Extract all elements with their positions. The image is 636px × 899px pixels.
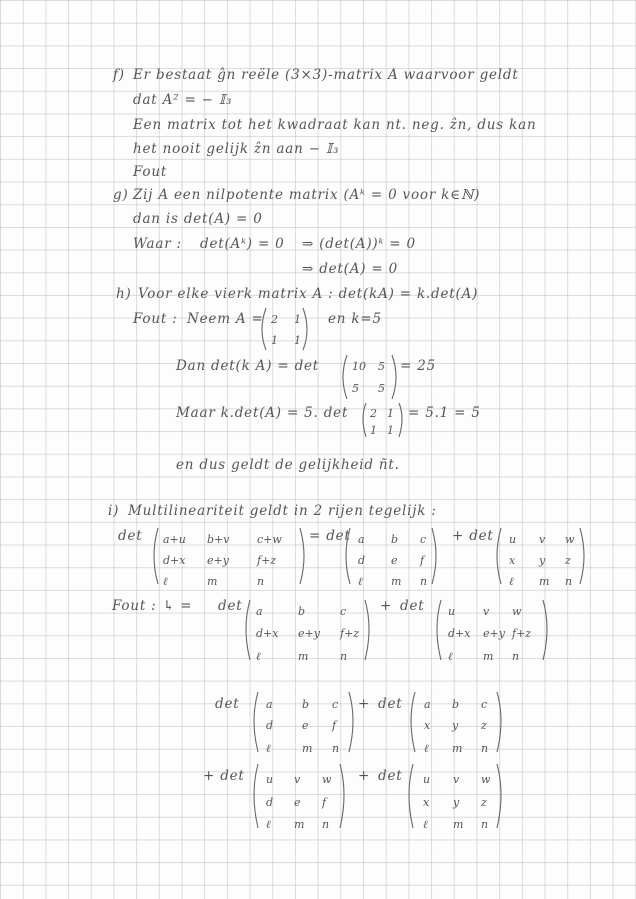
matrix-cell: m [391, 575, 402, 588]
det-label: det [400, 598, 425, 614]
item-h-label: h) [116, 286, 132, 302]
matrix-cell: a [266, 698, 273, 711]
matrix-cell: b+v [207, 533, 230, 546]
matrix-cell: n [340, 650, 348, 663]
item-f-verdict: Fout [133, 164, 168, 180]
matrix-cell: a [358, 533, 365, 546]
matrix-cell: ℓ [424, 742, 429, 755]
matrix-cell: c [420, 533, 427, 546]
matrix-cell: f+z [257, 554, 277, 567]
matrix-cell: ℓ [423, 818, 428, 831]
mat-ka-cell: 5 [352, 382, 359, 395]
item-h-line1: Voor elke vierk matrix A : det(kA) = k.det(A) [138, 286, 479, 302]
matrix-cell: b [391, 533, 399, 546]
item-g-expr2: ⇒ (det(A))ᵏ = 0 [302, 236, 416, 252]
item-g-label: g) [113, 187, 129, 203]
matrix-cell: b [298, 605, 306, 618]
mat-a2-cell: 1 [387, 407, 394, 420]
matrix-cell: w [512, 605, 522, 618]
matrix-cell: n [512, 650, 520, 663]
mat-ka-cell: 5 [378, 382, 385, 395]
matrix-cell: n [420, 575, 428, 588]
plus-label: + [358, 768, 371, 784]
matrix-cell: ℓ [163, 575, 168, 588]
matrix-cell: d [266, 719, 274, 732]
matrix-cell: u [509, 533, 517, 546]
matrix-cell: v [483, 605, 490, 618]
matrix-cell: m [207, 575, 218, 588]
matrix-cell: x [424, 719, 431, 732]
matrix-cell: ℓ [266, 818, 271, 831]
matrix-cell: d [358, 554, 366, 567]
matrix-cell: v [539, 533, 546, 546]
item-g-line2: dan is det(A) = 0 [133, 211, 263, 227]
mat-a2-cell: 1 [370, 424, 377, 437]
matrix-cell: x [423, 796, 430, 809]
item-g-line1: Zij A een nilpotente matrix (Aᵏ = 0 voor k∈ℕ) [133, 187, 481, 203]
item-g-expr3: ⇒ det(A) = 0 [302, 261, 399, 277]
matrix-cell: e [391, 554, 398, 567]
item-h-en-k: en k=5 [328, 311, 382, 327]
matrix-cell: ℓ [509, 575, 514, 588]
matrix-cell: y [453, 796, 460, 809]
matrix-cell: u [266, 773, 274, 786]
matrix-cell: w [565, 533, 575, 546]
matrix-cell: v [453, 773, 460, 786]
arrow-label: ↳ = [163, 598, 193, 614]
matrix-cell: x [509, 554, 516, 567]
matrix-cell: z [565, 554, 571, 567]
det-label: det [378, 768, 403, 784]
matrix-cell: e+y [298, 627, 320, 640]
matrix-cell: c [340, 605, 347, 618]
det-label: det [378, 696, 403, 712]
matrix-cell: z [481, 719, 487, 732]
matrix-cell: ℓ [448, 650, 453, 663]
item-i-label: i) [108, 503, 120, 519]
plus-det-label: + det [203, 768, 245, 784]
matrix-cell: n [332, 742, 340, 755]
matrix-cell: c+w [257, 533, 282, 546]
matrix-cell: e [302, 719, 309, 732]
matrix-cell: f [322, 796, 327, 809]
matrix-cell: e+y [483, 627, 505, 640]
matrix-cell: e+y [207, 554, 229, 567]
plus-det-label: + det [452, 528, 494, 544]
item-g-waar: Waar : [133, 236, 182, 252]
matrix-cell: n [322, 818, 330, 831]
item-h-fout: Fout : [133, 311, 178, 327]
item-i-line1: Multilineariteit geldt in 2 rijen tegelijk : [128, 503, 437, 519]
matrix-cell: m [298, 650, 309, 663]
matrix-cell: m [452, 742, 463, 755]
mat-a-cell: 1 [294, 334, 301, 347]
matrix-cell: n [257, 575, 265, 588]
plus-label: + [380, 598, 393, 614]
matrix-cell: ℓ [256, 650, 261, 663]
matrix-cell: b [452, 698, 460, 711]
item-f-line4: het nooit gelijk ẑn aan − 𝕀₃ [133, 141, 340, 157]
matrix-cell: w [322, 773, 332, 786]
item-f-line1: Er bestaat ĝn reële (3×3)-matrix A waarvoor geldt [133, 67, 519, 83]
matrix-cell: f+z [512, 627, 532, 640]
eq-det-label: = det [309, 528, 351, 544]
matrix-cell: d+x [163, 554, 186, 567]
matrix-cell: e [294, 796, 301, 809]
matrix-cell: ℓ [266, 742, 271, 755]
item-f-line2: dat A² = − 𝕀₃ [133, 92, 233, 108]
mat-ka-cell: 10 [352, 360, 366, 373]
matrix-cell: m [483, 650, 494, 663]
mat-a2-cell: 2 [370, 407, 377, 420]
matrix-cell: w [481, 773, 491, 786]
matrix-cell: d+x [448, 627, 471, 640]
fout-label: Fout : [112, 598, 157, 614]
det-label: det [215, 696, 240, 712]
item-h-eq25: = 25 [400, 358, 436, 374]
matrix-cell: ℓ [358, 575, 363, 588]
matrix-cell: a+u [163, 533, 186, 546]
plus-label: + [358, 696, 371, 712]
matrix-cell: y [452, 719, 459, 732]
item-h-maar: Maar k.det(A) = 5. det [176, 405, 349, 421]
det-label: det [218, 598, 243, 614]
matrix-cell: c [481, 698, 488, 711]
matrix-cell: f [332, 719, 337, 732]
matrix-cell: m [539, 575, 550, 588]
mat-a-cell: 1 [294, 313, 301, 326]
matrix-cell: u [423, 773, 431, 786]
item-h-neem: Neem A = [187, 311, 264, 327]
mat-a-cell: 2 [271, 313, 278, 326]
matrix-cell: z [481, 796, 487, 809]
matrix-cell: d+x [256, 627, 279, 640]
matrix-cell: f+z [340, 627, 360, 640]
item-f-line3: Een matrix tot het kwadraat kan nt. neg. ẑn, dus kan [133, 117, 537, 133]
item-h-eq5: = 5.1 = 5 [408, 405, 481, 421]
mat-a2-cell: 1 [387, 424, 394, 437]
mat-a-cell: 1 [271, 334, 278, 347]
matrix-cell: v [294, 773, 301, 786]
item-g-expr1: det(Aᵏ) = 0 [200, 236, 285, 252]
matrix-cell: d [266, 796, 274, 809]
matrix-cell: a [256, 605, 263, 618]
matrix-cell: m [294, 818, 305, 831]
matrix-cell: m [302, 742, 313, 755]
matrix-cell: m [453, 818, 464, 831]
matrix-cell: y [539, 554, 546, 567]
item-h-conclusion: en dus geldt de gelijkheid ñt. [176, 457, 400, 473]
matrix-cell: n [481, 742, 489, 755]
matrix-cell: n [565, 575, 573, 588]
matrix-cell: f [420, 554, 425, 567]
item-h-dan: Dan det(k A) = det [176, 358, 320, 374]
matrix-cell: u [448, 605, 456, 618]
item-f-label: f) [113, 67, 125, 83]
matrix-cell: n [481, 818, 489, 831]
matrix-cell: c [332, 698, 339, 711]
det-label: det [118, 528, 143, 544]
mat-ka-cell: 5 [378, 360, 385, 373]
matrix-cell: b [302, 698, 310, 711]
matrix-cell: a [424, 698, 431, 711]
